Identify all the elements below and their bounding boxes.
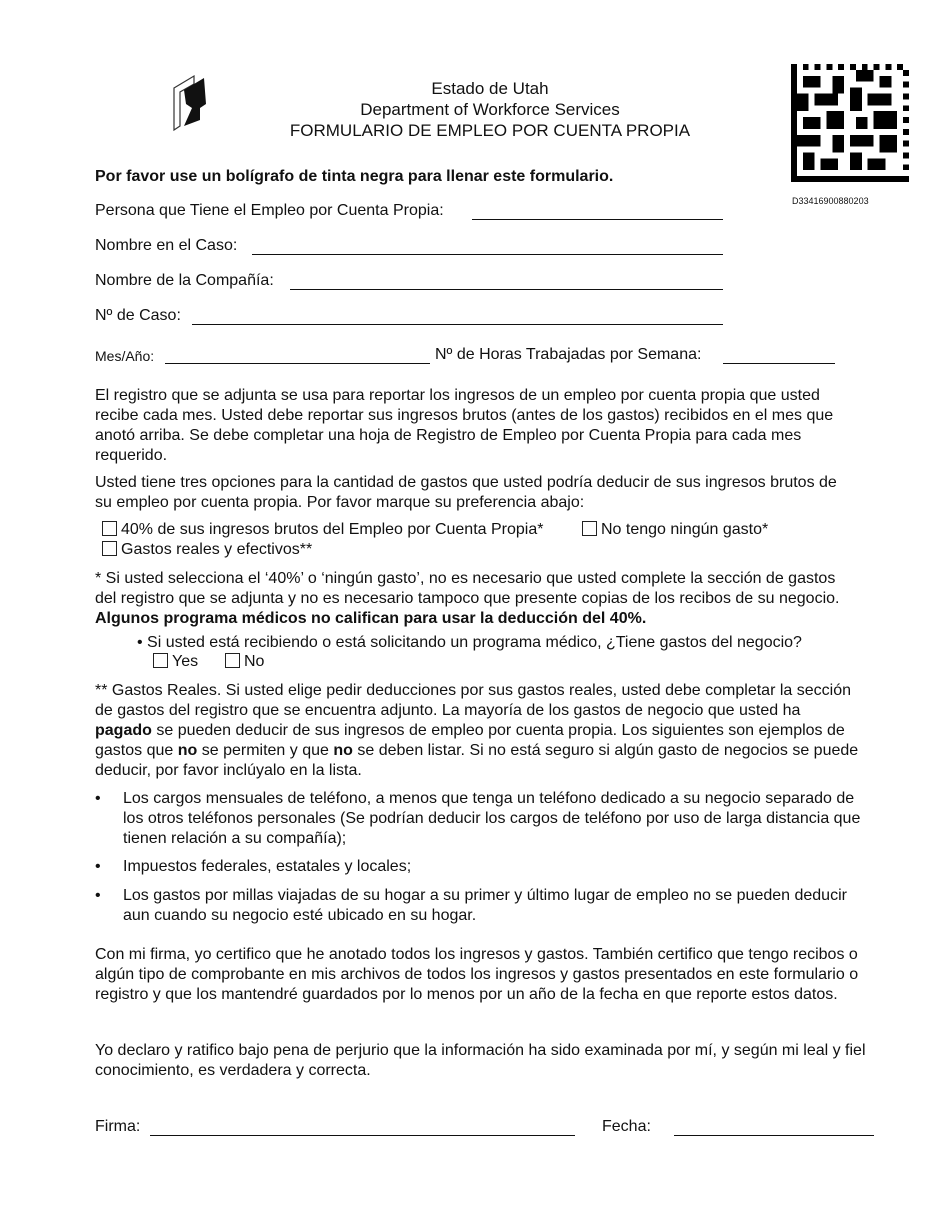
option-forty-percent[interactable]: 40% de sus ingresos brutos del Empleo por Cuenta Propia*: [102, 521, 543, 539]
option-actual-expenses[interactable]: Gastos reales y efectivos**: [102, 541, 312, 559]
checkbox-yes[interactable]: [153, 653, 168, 668]
medical-question: • Si usted está recibiendo o está solicitando un programa médico, ¿Tiene gastos del negocio?: [137, 634, 802, 651]
person-label: Persona que Tiene el Empleo por Cuenta Propia:: [95, 202, 444, 219]
company-label: Nombre de la Compañía:: [95, 272, 274, 289]
signature-field[interactable]: [150, 1135, 575, 1136]
checkbox-forty[interactable]: [102, 521, 117, 536]
medical-yes-option[interactable]: Yes: [153, 653, 198, 671]
utah-dws-logo: [170, 74, 210, 132]
case-number-field[interactable]: [192, 324, 723, 325]
date-field[interactable]: [674, 1135, 874, 1136]
list-item: • Impuestos federales, estatales y locales;: [95, 858, 412, 875]
list-item: • Los cargos mensuales de teléfono, a menos que tenga un teléfono dedicado a su negocio separado de los otros teléfonos personales (Se podrían deducir los cargos de teléfono por uso de larga distancia que tienen relación a su compañía);: [95, 790, 861, 847]
perjury-declaration: Yo declaro y ratifico bajo pena de perjurio que la información ha sido examinada por mí, y según mi leal y fiel conocimiento, es verdadera y correcta.: [95, 1042, 866, 1079]
signature-label: Firma:: [95, 1118, 141, 1135]
barcode-id: D33416900880203: [792, 196, 869, 206]
case-number-label: Nº de Caso:: [95, 307, 181, 324]
list-item: • Los gastos por millas viajadas de su hogar a su primer y último lugar de empleo no se pueden deducir aun cuando su negocio esté ubicado en su hogar.: [95, 887, 847, 924]
header-department: Department of Workforce Services: [360, 100, 620, 119]
medical-warning: Algunos programa médicos no califican para usar la deducción del 40%.: [95, 610, 647, 627]
bullet-dot: •: [95, 790, 101, 807]
actual-expenses-paragraph: ** Gastos Reales. Si usted elige pedir deducciones por sus gastos reales, usted debe completar la sección de gastos del registro que se encuentra adjunto. La mayoría de los gastos de negocio que usted ha pagado se pueden deducir de sus ingresos de empleo por cuenta propia. Los siguientes son ejemplos de gastos que no se permiten y que no se deben listar. Si no está seguro si algún gasto de negocios se puede deducir, por favor inclúyalo en la lista.: [95, 682, 859, 779]
case-name-field[interactable]: [252, 254, 723, 255]
ink-instruction: Por favor use un bolígrafo de tinta negra para llenar este formulario.: [95, 168, 614, 185]
datamatrix-code: [791, 64, 909, 182]
intro-paragraph: El registro que se adjunta se usa para reportar los ingresos de un empleo por cuenta propia que usted recibe cada mes. Usted debe reportar sus ingresos brutos (antes de los gastos) recibidos en el mes que anotó arriba. Se debe completar una hoja de Registro de Empleo por Cuenta Propia para cada mes requerido.: [95, 387, 834, 464]
options-paragraph: Usted tiene tres opciones para la cantidad de gastos que usted podría deducir de sus ingresos brutos de su empleo por cuenta propia. Por favor marque su preferencia abajo:: [95, 474, 837, 511]
certification-paragraph: Con mi firma, yo certifico que he anotado todos los ingresos y gastos. También certifico que tengo recibos o algún tipo de comprobante en mis archivos de todos los ingresos y gastos presentados en este formulario o registro y que los mantendré guardados por lo menos por un año de la fecha en que reporte estos datos.: [95, 946, 859, 1003]
hours-field[interactable]: [723, 363, 835, 364]
month-year-field[interactable]: [165, 363, 430, 364]
hours-label: Nº de Horas Trabajadas por Semana:: [435, 346, 702, 363]
header-state: Estado de Utah: [431, 79, 549, 98]
checkbox-none[interactable]: [582, 521, 597, 536]
medical-no-option[interactable]: No: [225, 653, 264, 671]
form-title: FORMULARIO DE EMPLEO POR CUENTA PROPIA: [289, 121, 691, 140]
case-name-label: Nombre en el Caso:: [95, 237, 238, 254]
bullet-dot: •: [95, 858, 101, 875]
company-field[interactable]: [290, 289, 723, 290]
person-field[interactable]: [472, 219, 723, 220]
date-label: Fecha:: [602, 1118, 651, 1135]
checkbox-no[interactable]: [225, 653, 240, 668]
checkbox-actual[interactable]: [102, 541, 117, 556]
forty-note-paragraph: * Si usted selecciona el ‘40%’ o ‘ningún gasto’, no es necesario que usted complete la sección de gastos del registro que se adjunta y no es necesario tampoco que presente copias de los recibos de su negocio. Algunos programa médicos no califican para usar la deducción del 40%.: [95, 570, 840, 627]
option-no-expense[interactable]: No tengo ningún gasto*: [582, 521, 768, 539]
bullet-dot: •: [95, 887, 101, 904]
month-year-label: Mes/Año:: [95, 348, 155, 364]
